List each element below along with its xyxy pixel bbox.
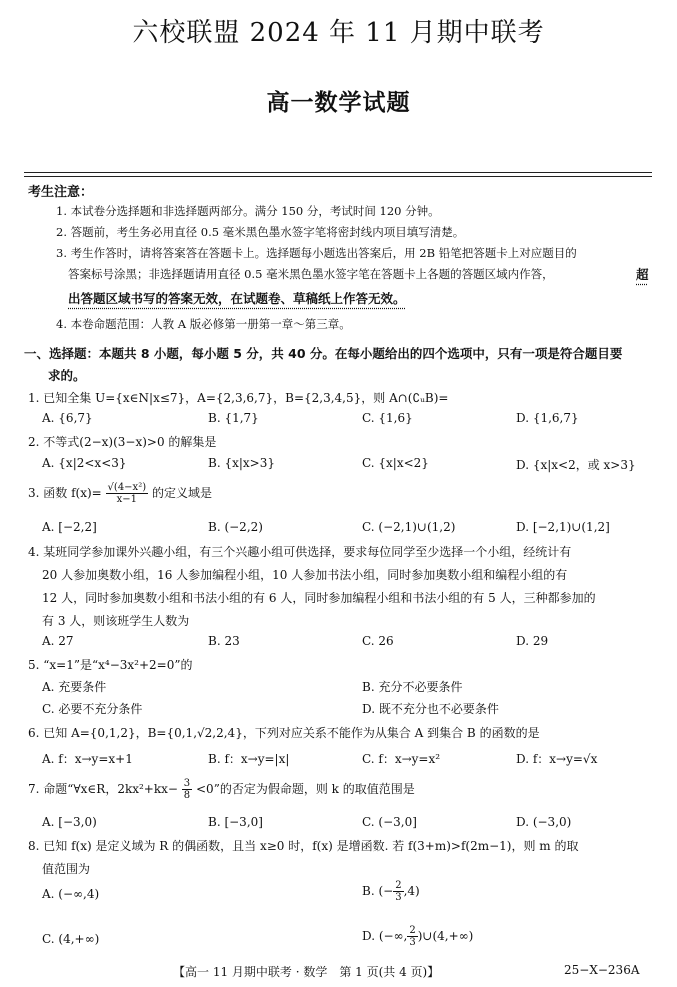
option[interactable]: A. (−∞,4) [42,887,100,901]
option[interactable]: D. 既不充分也不必要条件 [362,702,499,716]
question-4: 4. 某班同学参加课外兴趣小组，有三个兴趣小组可供选择，要求每位同学至少选择一个小组，经统计有 [28,545,572,559]
fraction [407,925,417,948]
notice-emphasis: 超 [636,267,649,282]
option[interactable]: B. 23 [208,634,240,648]
question-6: 6. 已知 A={0,1,2}，B={0,1,√2,2,4}，下列对应关系不能作为从集合 A 到集合 B 的函数的是 [28,726,540,740]
option[interactable]: C. (4,+∞) [42,932,100,946]
option[interactable]: D. {x|x<2，或 x>3} [516,458,636,472]
question-text: 7. 命题“∀x∈R，2kx²+kx− [28,782,178,796]
question-8: 8. 已知 f(x) 是定义域为 R 的偶函数，且当 x≥0 时，f(x) 是增函数. 若 f(3+m)>f(2m−1)，则 m 的取 [28,839,579,853]
numerator: 2 [409,925,416,936]
option[interactable]: B. f：x→y=|x| [208,752,290,766]
divider-line [24,176,652,177]
option[interactable]: A. 充要条件 [42,680,107,694]
notice-heading: 考生注意： [28,185,94,200]
option[interactable]: A. 27 [42,634,74,648]
option[interactable]: C. 必要不充分条件 [42,702,143,716]
notice-item: 3. 考生作答时，请将答案答在答题卡上。选择题每小题选出答案后，用 2B 铅笔把答题卡上对应题目的 [56,246,577,260]
fraction [106,482,149,505]
denominator: 8 [183,790,191,801]
option[interactable]: A. [−3,0) [42,815,97,829]
exam-code: 25−X−236A [564,963,640,977]
notice-item: 1. 本试卷分选择题和非选择题两部分。满分 150 分，考试时间 120 分钟。 [56,204,440,218]
option[interactable]: D. 29 [516,634,549,648]
question-8-cont: 值范围为 [42,862,91,876]
page-footer: 【高一 11 月期中联考 · 数学 第 1 页(共 4 页)】 [173,965,440,979]
numerator: √(4−x²) [107,482,147,493]
option[interactable]: B. [−3,0] [208,815,263,829]
option-text: ,4) [403,884,420,898]
exam-subtitle: 高一数学试题 [266,90,411,116]
option[interactable]: B. {x|x>3} [208,456,275,470]
question-3 [28,482,212,505]
fraction [393,880,403,903]
question-4-cont: 12 人，同时参加奥数小组和书法小组的有 6 人，同时参加编程小组和书法小组的有 5 人，三种都参加的 [42,591,596,605]
denominator: x−1 [116,494,138,505]
option[interactable] [362,925,473,948]
exam-title: 六校联盟 2024 年 11 月期中联考 [132,18,545,48]
option[interactable]: A. [−2,2] [42,520,97,534]
option[interactable]: C. {x|x<2} [362,456,429,470]
option-text: B. (− [362,884,394,898]
option[interactable]: C. {1,6} [362,411,413,425]
question-text: 3. 函数 f(x)= [28,486,102,500]
question-7 [28,778,415,801]
notice-item: 答案标号涂黑；非选择题请用直径 0.5 毫米黑色墨水签字笔在答题卡上各题的答题区域内作答， [68,267,554,281]
option[interactable]: C. (−3,0] [362,815,417,829]
question-4-cont: 20 人参加奥数小组，16 人参加编程小组，10 人参加书法小组，同时参加奥数小组和编程小组的有 [42,568,568,582]
option[interactable]: C. 26 [362,634,394,648]
section-heading: 一、选择题：本题共 8 小题，每小题 5 分，共 40 分。在每小题给出的四个选项中，只有一项是符合题目要 [24,346,623,361]
option[interactable]: D. f：x→y=√x [516,752,598,766]
notice-item: 2. 答题前，考生务必用直径 0.5 毫米黑色墨水签字笔将密封线内项目填写清楚。 [56,225,465,239]
question-text: <0”的否定为假命题，则 k 的取值范围是 [196,782,415,796]
option[interactable]: B. 充分不必要条件 [362,680,463,694]
option[interactable]: A. {x|2<x<3} [42,456,127,470]
section-heading: 求的。 [48,368,86,383]
option[interactable]: D. [−2,1)∪(1,2] [516,520,610,534]
option[interactable]: B. (−2,2) [208,520,263,534]
question-text: 的定义域是 [151,486,212,500]
option[interactable]: A. {6,7} [42,411,93,425]
option[interactable]: B. {1,7} [208,411,259,425]
option[interactable]: C. (−2,1)∪(1,2) [362,520,456,534]
option-text: )∪(4,+∞) [417,929,474,943]
option[interactable]: A. f：x→y=x+1 [42,752,133,766]
notice-item: 4. 本卷命题范围：人教 A 版必修第一册第一章～第三章。 [56,317,351,331]
numerator: 2 [395,880,402,891]
denominator: 3 [395,892,402,903]
question-1: 1. 已知全集 U={x∈N|x≤7}，A={2,3,6,7}，B={2,3,4,5}，则 A∩(∁ᵤB)= [28,391,449,405]
question-4-cont: 有 3 人，则该班学生人数为 [42,614,190,628]
denominator: 3 [409,937,416,948]
option[interactable] [362,880,420,903]
divider-line [24,172,652,173]
option[interactable]: C. f：x→y=x² [362,752,441,766]
numerator: 3 [183,778,191,789]
option[interactable]: D. (−3,0) [516,815,572,829]
notice-emphasis: 出答题区域书写的答案无效，在试题卷、草稿纸上作答无效。 [68,291,406,306]
option[interactable]: D. {1,6,7} [516,411,579,425]
question-2: 2. 不等式(2−x)(3−x)>0 的解集是 [28,435,217,449]
fraction [182,778,192,801]
option-text: D. (−∞, [362,929,408,943]
question-5: 5. “x=1”是“x⁴−3x²+2=0”的 [28,658,193,672]
